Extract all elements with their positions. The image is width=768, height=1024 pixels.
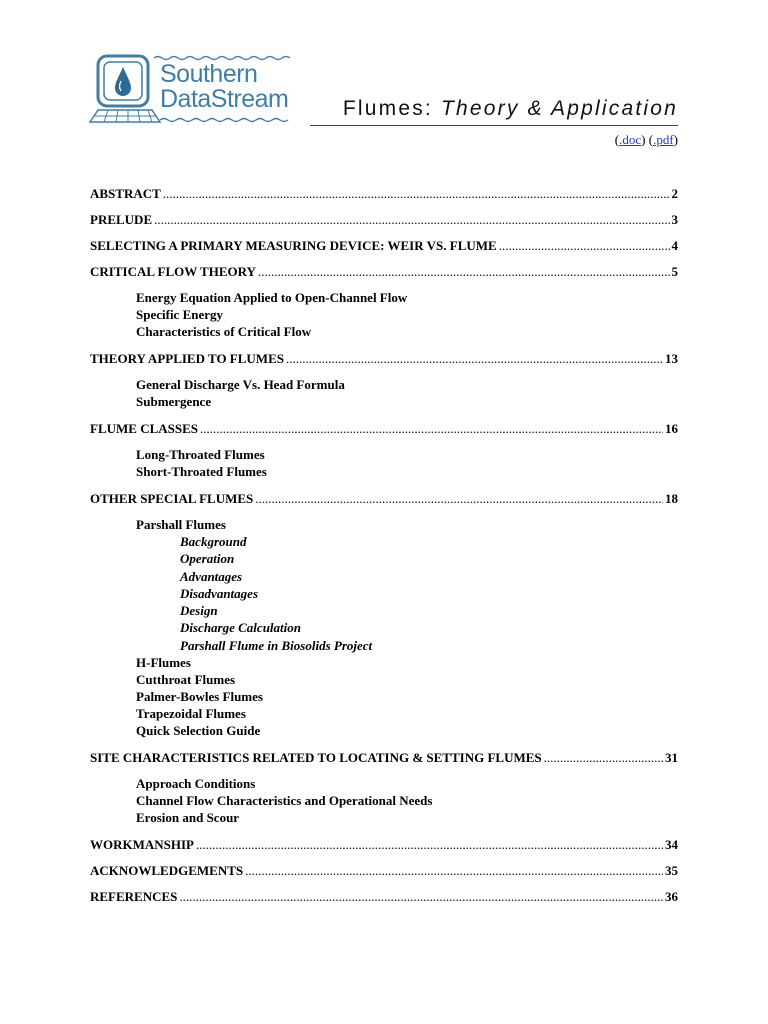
toc-label: REFERENCES (90, 889, 178, 905)
toc-entry-prelude[interactable] (90, 207, 678, 233)
logo-line2: DataStream (160, 85, 289, 113)
toc-sublist (90, 771, 678, 832)
toc-entry-references[interactable] (90, 884, 678, 910)
toc-leader (200, 416, 663, 442)
title-italic: Theory & Application (441, 97, 678, 120)
toc-subentry[interactable]: General Discharge Vs. Head Formula (136, 377, 345, 392)
toc-sublist (90, 512, 678, 745)
toc-page: 18 (665, 491, 678, 506)
toc-entry-other-special-flumes[interactable] (90, 486, 678, 512)
paren-open: ( (614, 132, 620, 147)
toc-leader (163, 181, 670, 207)
toc-entry-site-characteristics[interactable] (90, 745, 678, 771)
toc-subsubentry[interactable]: Design (180, 603, 218, 619)
toc-entry-acknowledgements[interactable] (90, 858, 678, 884)
toc-page: 3 (671, 212, 678, 227)
toc-entry-abstract[interactable] (90, 181, 678, 207)
toc-subentry[interactable]: H-Flumes (136, 655, 191, 671)
toc-page: 5 (671, 264, 678, 279)
toc-subentry[interactable]: Energy Equation Applied to Open-Channel Flow (136, 290, 408, 305)
toc-subentry[interactable]: Characteristics of Critical Flow (136, 324, 312, 339)
toc-sublist (90, 372, 678, 416)
toc-subsubentry[interactable]: Background (180, 534, 247, 549)
toc-leader (258, 259, 670, 285)
toc-label: WORKMANSHIP (90, 837, 194, 853)
toc-label: ABSTRACT (90, 186, 161, 201)
toc-label: THEORY APPLIED TO FLUMES (90, 351, 284, 366)
download-links (615, 132, 678, 148)
toc-leader (255, 486, 663, 512)
title-main: Flumes: (342, 97, 441, 120)
toc-subentry[interactable]: Quick Selection Guide (136, 723, 261, 739)
toc-subentry-parshall[interactable]: Parshall Flumes (136, 517, 226, 532)
toc-page: 34 (665, 837, 678, 853)
toc-label: PRELUDE (90, 212, 153, 227)
table-of-contents (90, 181, 678, 910)
paren-close: ) (673, 132, 678, 147)
toc-page: 16 (665, 421, 678, 436)
toc-subentry[interactable]: Cutthroat Flumes (136, 672, 236, 688)
toc-subentry[interactable]: Erosion and Scour (136, 810, 240, 826)
pdf-link[interactable]: .pdf (653, 132, 674, 147)
toc-leader (245, 858, 663, 884)
toc-label: CRITICAL FLOW THEORY (90, 264, 256, 279)
toc-label: OTHER SPECIAL FLUMES (90, 491, 254, 506)
toc-subsubentry[interactable]: Discharge Calculation (180, 620, 301, 636)
toc-subentry[interactable]: Long-Throated Flumes (136, 447, 265, 462)
document-title (343, 97, 678, 121)
toc-subentry[interactable]: Channel Flow Characteristics and Operational Needs (136, 793, 433, 809)
paren-mid: ) ( (641, 132, 654, 147)
toc-entry-flume-classes[interactable] (90, 416, 678, 442)
title-divider (310, 125, 678, 126)
logo-line1: Southern (160, 60, 258, 88)
company-logo (88, 52, 310, 128)
toc-leader (499, 233, 670, 259)
toc-entry-weir-vs-flume[interactable] (90, 233, 678, 259)
toc-label: ACKNOWLEDGEMENTS (90, 863, 244, 879)
toc-leader (179, 884, 663, 910)
toc-subsubentry[interactable]: Parshall Flume in Biosolids Project (180, 637, 373, 653)
toc-leader (286, 346, 663, 372)
toc-page: 36 (665, 889, 678, 905)
toc-subentry[interactable]: Submergence (136, 394, 212, 409)
toc-leader (196, 832, 663, 858)
toc-leader (544, 745, 663, 771)
toc-subentry[interactable]: Short-Throated Flumes (136, 464, 267, 479)
toc-page: 31 (665, 750, 678, 766)
toc-label: SELECTING A PRIMARY MEASURING DEVICE: WEIR VS. FLUME (90, 238, 497, 253)
toc-subsubentry[interactable]: Disadvantages (180, 585, 258, 601)
toc-sublist (90, 285, 678, 346)
toc-subentry[interactable]: Trapezoidal Flumes (136, 706, 246, 722)
toc-subentry[interactable]: Specific Energy (136, 307, 224, 322)
toc-leader (154, 207, 669, 233)
toc-subentry[interactable]: Palmer-Bowles Flumes (136, 689, 263, 705)
toc-page: 4 (671, 238, 678, 253)
toc-sublist (90, 442, 678, 486)
toc-label: FLUME CLASSES (90, 421, 198, 436)
toc-subsubentry[interactable]: Operation (180, 551, 235, 567)
toc-entry-workmanship[interactable] (90, 832, 678, 858)
toc-page: 13 (665, 351, 678, 366)
toc-label: SITE CHARACTERISTICS RELATED TO LOCATING & SETTING FLUMES (90, 750, 542, 766)
toc-page: 2 (671, 186, 678, 201)
doc-link[interactable]: .doc (619, 132, 642, 147)
toc-entry-theory-applied[interactable] (90, 346, 678, 372)
toc-subentry[interactable]: Approach Conditions (136, 776, 256, 792)
toc-page: 35 (665, 863, 678, 879)
toc-subsublist (136, 533, 678, 654)
toc-subsubentry[interactable]: Advantages (180, 568, 243, 584)
toc-entry-critical-flow-theory[interactable] (90, 259, 678, 285)
